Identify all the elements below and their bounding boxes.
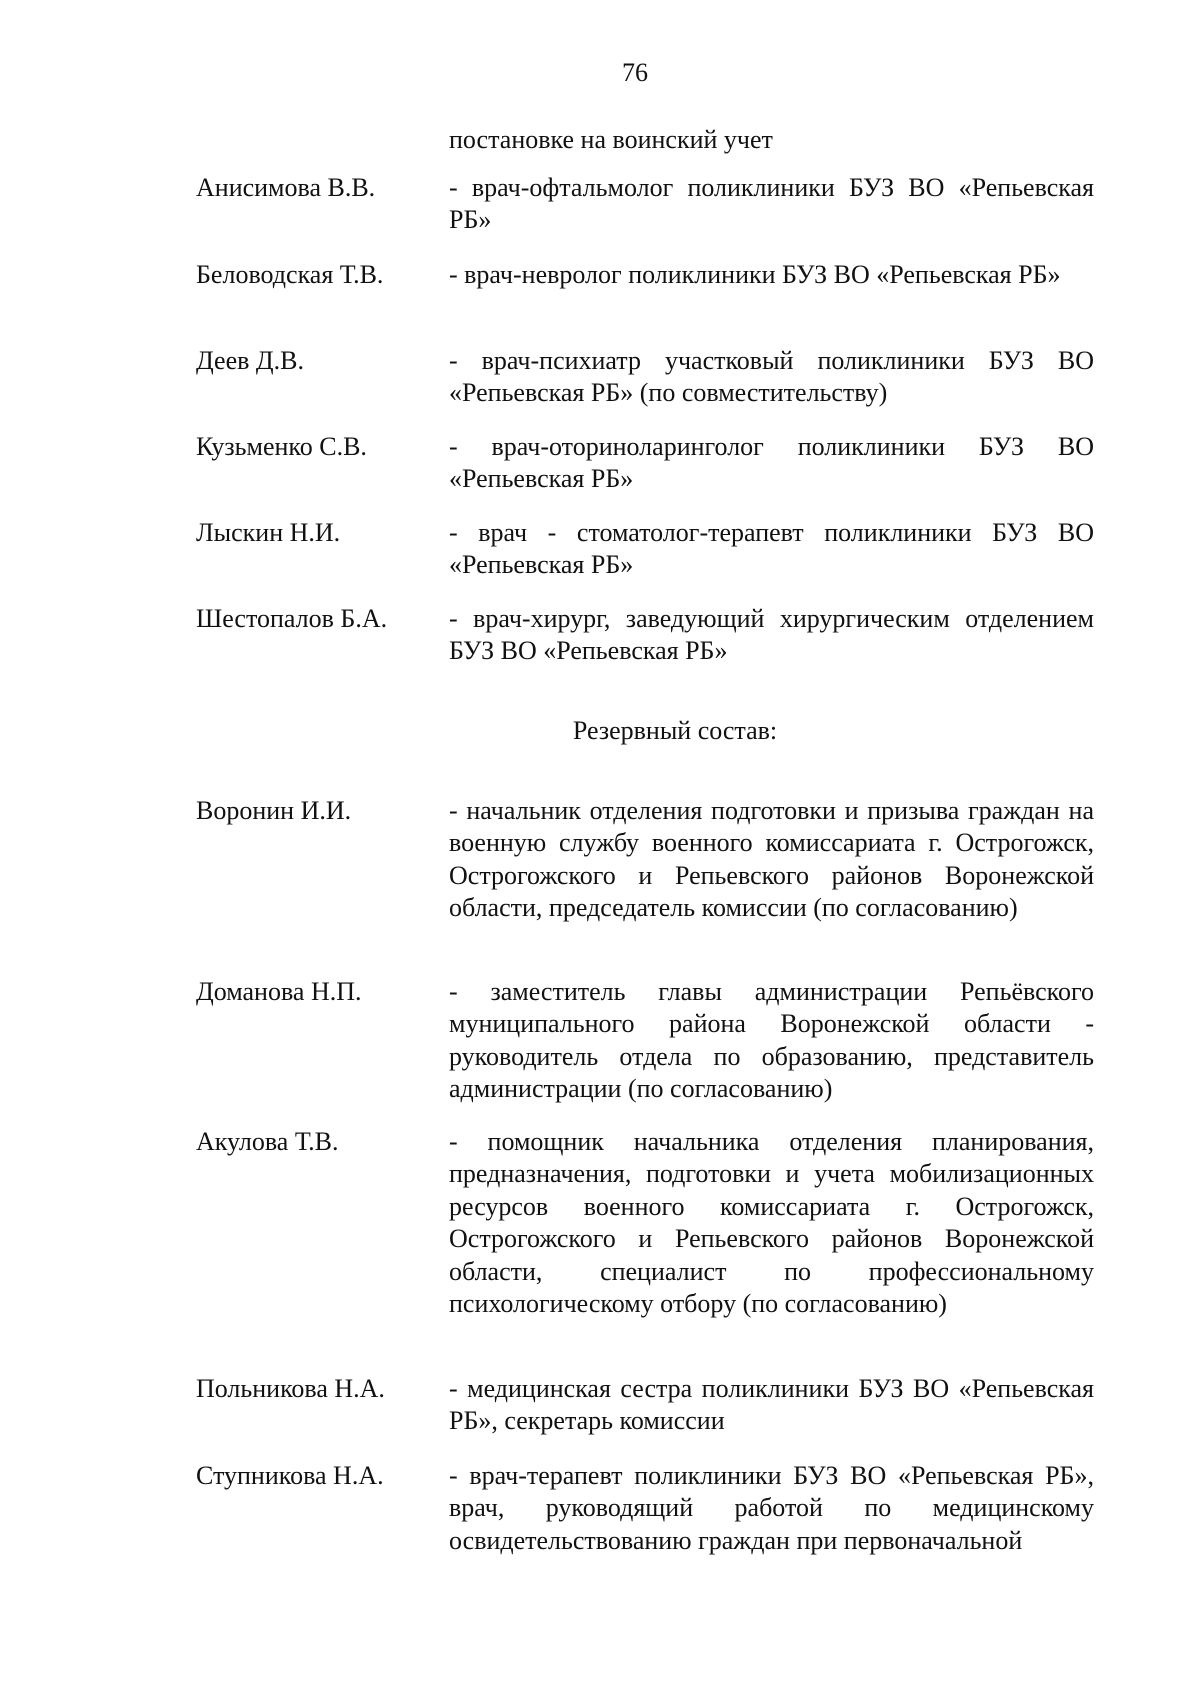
member-role: - медицинская сестра поликлиники БУЗ ВО «Репьевская РБ», секретарь комиссии	[449, 1374, 1094, 1436]
page-number: 76	[622, 58, 648, 87]
member-name: Польникова Н.А.	[196, 1374, 385, 1403]
member-role: - врач-офтальмолог поликлиники БУЗ ВО «Репьевская РБ»	[449, 173, 1094, 235]
continuation-text: постановке на воинский учет	[449, 125, 773, 154]
member-name: Воронин И.И.	[196, 796, 352, 825]
member-name: Кузьменко С.В.	[196, 432, 367, 461]
member-name: Шестопалов Б.А.	[196, 604, 388, 633]
member-role: - врач-психиатр участковый поликлиники БУЗ ВО «Репьевская РБ» (по совместительству)	[449, 346, 1094, 408]
member-role: - врач - стоматолог-терапевт поликлиники БУЗ ВО «Репьевская РБ»	[449, 518, 1094, 580]
member-role: - помощник начальника отделения планирования, предназначения, подготовки и учета мобилизационных ресурсов военного комиссариата г. Острогожск, Острогожского и Репьевского районов Воронежской области, специалист по профессиональному психологическому отбору (по согласованию)	[449, 1127, 1094, 1319]
member-role: - заместитель главы администрации Репьёвского муниципального района Воронежской области - руководитель отдела по образованию, представитель администрации (по согласованию)	[449, 977, 1094, 1104]
member-name: Анисимова В.В.	[196, 173, 376, 202]
member-name: Деев Д.В.	[196, 346, 304, 375]
member-role: - врач-оториноларинголог поликлиники БУЗ ВО «Репьевская РБ»	[449, 432, 1094, 494]
member-name: Ступникова Н.А.	[196, 1461, 384, 1490]
member-name: Беловодская Т.В.	[196, 260, 384, 289]
member-role: - врач-невролог поликлиники БУЗ ВО «Репьевская РБ»	[449, 260, 1061, 289]
reserve-section-title: Резервный состав:	[572, 716, 778, 745]
member-name: Акулова Т.В.	[196, 1127, 339, 1156]
member-name: Доманова Н.П.	[196, 977, 362, 1006]
member-role: - врач-терапевт поликлиники БУЗ ВО «Репьевская РБ», врач, руководящий работой по медицинскому освидетельствованию граждан при первоначальной	[449, 1461, 1094, 1555]
member-role: - врач-хирург, заведующий хирургическим отделением БУЗ ВО «Репьевская РБ»	[449, 604, 1094, 666]
member-name: Лыскин Н.И.	[196, 518, 341, 547]
member-role: - начальник отделения подготовки и призыва граждан на военную службу военного комиссариата г. Острогожск, Острогожского и Репьевского районов Воронежской области, председатель комиссии (по согласованию)	[449, 796, 1094, 923]
